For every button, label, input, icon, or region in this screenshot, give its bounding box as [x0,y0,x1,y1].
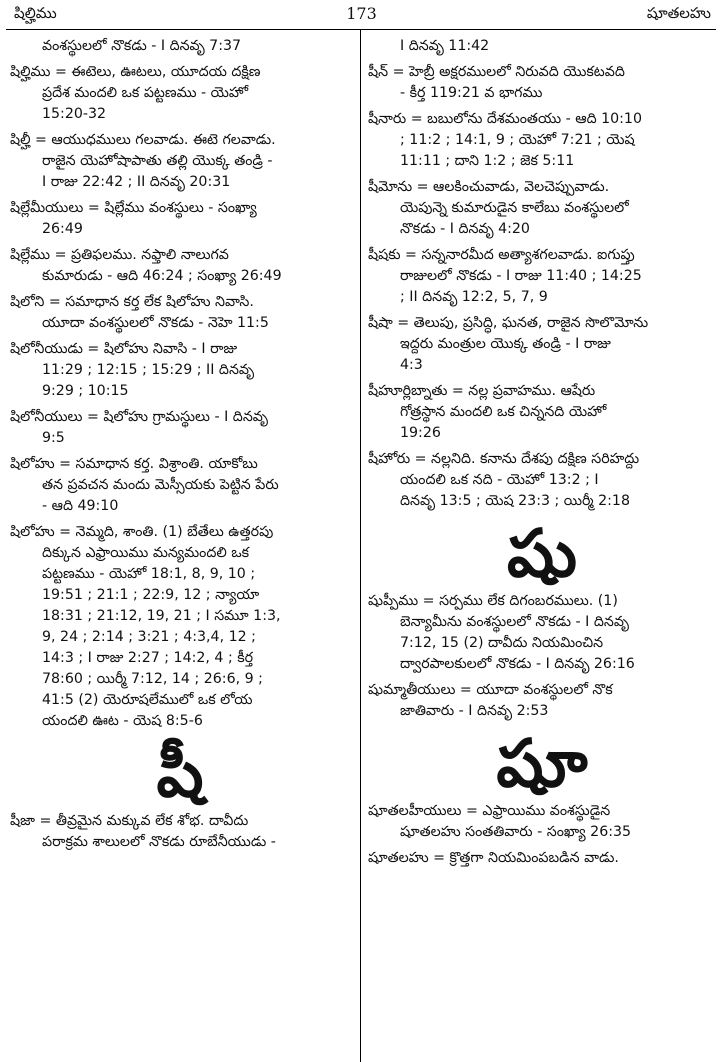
dictionary-entry [368,245,716,308]
entry-continuation-line: 7:12, 15 (2) దావీదు నియమించిన [400,635,604,651]
entry-headword-line: షీషా = తెలుపు, ప్రసిద్ధి, ఘనత, రాజైన సొలొమోను [368,315,649,331]
entry-continuation-line: పరాక్రమ శాలులలో నొకడు రూబేనీయుడు - [42,834,276,850]
entry-continuation-line: రాజైన యెహోషాపాతు తల్లి యొక్క తండ్రి - [42,153,273,169]
entry-headword-line: వంశస్థులలో నొకడు - I దినవృ 7:37 [42,38,242,54]
entry-continuation-line: బెన్యామీను వంశస్థులలో నొకడు - I దినవృ [400,614,629,630]
entry-continuation-line: - ఆది 49:10 [42,498,119,514]
entry-headword-line: I దినవృ 11:42 [400,38,490,54]
entry-headword-line: షూతలహీయులు = ఎఫ్రాయిము వంశస్థుడైన [368,803,611,819]
entry-continuation-line: పట్టణము - యెహో 18:1, 8, 9, 10 ; [42,566,256,582]
dictionary-entry [368,381,716,444]
dictionary-entry [10,198,350,240]
right-column [368,36,716,874]
dictionary-entry [10,407,350,449]
entry-headword-line: షీజా = తీవ్రమైన మక్కువ లేక శోభ. దావీదు [10,813,249,829]
dictionary-entry [368,801,716,843]
entry-continuation-line: I రాజు 22:42 ; II దినవృ 20:31 [42,174,231,190]
entry-headword-line: షుమ్మాతీయులు = యూదా వంశస్థులలో నొక [368,682,613,698]
page-header [0,0,723,30]
entry-continuation-line: నొకడు - I దినవృ 4:20 [400,221,530,237]
entry-continuation-line: 19:51 ; 21:1 ; 22:9, 12 ; న్యాయా [42,587,260,603]
entry-continuation-line: గోత్రస్థాన మందలి ఒక చిన్ననది యెహో [400,404,607,420]
entry-continuation-line: ; 11:2 ; 14:1, 9 ; యెహో 7:21 ; యెష [400,132,635,148]
entry-continuation-line: రాజులలో నొకడు - I రాజు 11:40 ; 14:25 [400,268,642,284]
dictionary-entry [368,449,716,512]
entry-continuation-line: 4:3 [400,357,423,373]
section-letter-heading: షీ [156,735,204,812]
dictionary-entry [368,680,716,722]
dictionary-entry [368,62,716,104]
dictionary-entry [368,177,716,240]
entry-continuation-line: దినవృ 13:5 ; యెష 23:3 ; యిర్మీ 2:18 [400,493,630,509]
entry-headword-line: షిల్లేమీయులు = షిల్లేము వంశస్థులు - సంఖ్యా [10,200,257,216]
entry-continuation-line: 9:5 [42,430,65,446]
entry-headword-line: షిల్హీ = ఆయుధములు గలవాడు. ఈటె గలవాడు. [10,132,276,148]
running-head-left: షిల్హిము [14,4,57,22]
entry-headword-line: షిలోనీయులు = షిలోహు గ్రామస్థులు - I దినవృ [10,409,268,425]
dictionary-entry [368,848,716,869]
entry-continuation-line: యందలి ఒక నది - యెహో 13:2 ; I [400,472,599,488]
entry-continuation-line: జాతివారు - I దినవృ 2:53 [400,703,549,719]
entry-headword-line: షిలోహు = నెమ్మది, శాంతి. (1) బేతేలు ఉత్తరపు [10,524,274,540]
entry-continuation-line: ప్రదేశ మందలి ఒక పట్టణము - యెహో [42,85,249,101]
entry-continuation-line: ఇద్దరు మంత్రుల యొక్క తండ్రి - I రాజు [400,336,611,352]
dictionary-entry [368,591,716,675]
entry-headword-line: షిలోనీయుడు = షిలోహు నివాసి - I రాజు [10,341,238,357]
entry-continuation-line: 41:5 (2) యెరూషలేములో ఒక లోయ [42,692,253,708]
entry-continuation-line: 78:60 ; యిర్మీ 7:12, 14 ; 26:6, 9 ; [42,671,263,687]
dictionary-entry [10,245,350,287]
entry-headword-line: షీన్ = హెబ్రీ అక్షరములలో నిరువది యొకటవది [368,64,625,80]
dictionary-entry [368,109,716,172]
dictionary-entry [10,62,350,125]
entry-headword-line: షుప్పీము = సర్పము లేక దిగంబరములు. (1) [368,593,618,609]
dictionary-entry [368,36,716,57]
dictionary-entry [10,36,350,57]
entry-continuation-line: 11:11 ; దాని 1:2 ; జెక 5:11 [400,153,575,169]
entry-headword-line: షిలోహు = సమాధాన కర్త. విశ్రాంతి. యాకోబు [10,456,258,472]
entry-headword-line: షూతలహు = క్రొత్తగా నియమింపబడిన వాడు. [368,850,619,866]
entry-continuation-line: దిక్కున ఎఫ్రాయిము మన్యమందలి ఒక [42,545,250,561]
dictionary-entry [10,522,350,732]
entry-continuation-line: యూదా వంశస్థులలో నొకడు - నెహె 11:5 [42,315,269,331]
dictionary-entry [368,313,716,376]
entry-headword-line: షిల్హిము = ఈటెలు, ఊటలు, యూదయ దక్షిణ [10,64,261,80]
entry-continuation-line: యెపున్నె కుమారుడైన కాలేబు వంశస్థులలో [400,200,629,216]
entry-headword-line: షిలోని = సమాధాన కర్త లేక షిలోహు నివాసి. [10,294,254,310]
header-rule [6,29,716,30]
section-letter-heading: షూ [496,725,588,802]
entry-continuation-line: 15:20-32 [42,106,107,122]
entry-continuation-line: 14:3 ; I రాజు 2:27 ; 14:2, 4 ; కీర్త [42,650,254,666]
column-divider [360,30,361,1062]
dictionary-entry [10,339,350,402]
entry-continuation-line: 11:29 ; 12:15 ; 15:29 ; II దినవృ [42,362,255,378]
page-number: 173 [346,4,377,23]
entry-continuation-line: తన ప్రవచన మందు మెస్సీయకు పెట్టిన పేరు [42,477,279,493]
entry-continuation-line: యందలి ఊట - యెష 8:5-6 [42,713,203,729]
running-head-right: షూతలహు [646,4,711,22]
entry-headword-line: షీషకు = సన్ననారమీద అత్యాశగలవాడు. ఐగుప్తు [368,247,635,263]
entry-continuation-line: - కీర్త 119:21 వ భాగము [400,85,543,101]
section-letter-heading: షు [507,515,577,592]
dictionary-entry [10,811,350,853]
dictionary-entry [10,454,350,517]
entry-continuation-line: 9:29 ; 10:15 [42,383,129,399]
entry-headword-line: షీహూర్లిబ్నాతు = నల్ల ప్రవాహము. ఆషేరు [368,383,596,399]
entry-continuation-line: 26:49 [42,221,83,237]
dictionary-entry [10,130,350,193]
entry-headword-line: షీహోరు = నల్లనిది. కనాను దేశపు దక్షిణ సరిహద్దు [368,451,640,467]
entry-continuation-line: 19:26 [400,425,441,441]
entry-continuation-line: ద్వారపాలకులలో నొకడు - I దినవృ 26:16 [400,656,635,672]
entry-headword-line: షిల్లేము = ప్రతిఫలము. నఫ్తాలి నాలుగవ [10,247,229,263]
entry-continuation-line: 9, 24 ; 2:14 ; 3:21 ; 4:3,4, 12 ; [42,629,256,645]
entry-headword-line: షీనారు = బబులోను దేశమంతయు - ఆది 10:10 [368,111,642,127]
entry-continuation-line: కుమారుడు - ఆది 46:24 ; సంఖ్యా 26:49 [42,268,282,284]
entry-continuation-line: ; II దినవృ 12:2, 5, 7, 9 [400,289,548,305]
entry-headword-line: షీమోను = ఆలకించువాడు, వెలచెప్పువాడు. [368,179,610,195]
left-column [10,36,350,858]
entry-continuation-line: షూతలహు సంతతివారు - సంఖ్యా 26:35 [400,824,632,840]
entry-continuation-line: 18:31 ; 21:12, 19, 21 ; I సమూ 1:3, [42,608,281,624]
dictionary-entry [10,292,350,334]
